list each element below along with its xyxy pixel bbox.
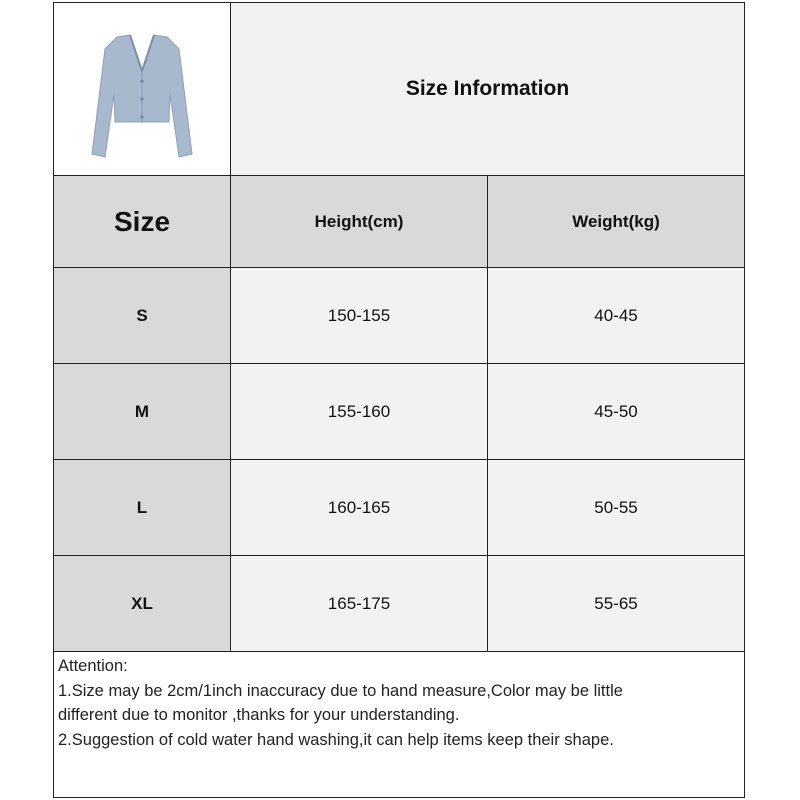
header-size: Size — [53, 175, 231, 268]
height-cell: 165-175 — [230, 555, 488, 652]
size-cell: M — [53, 363, 231, 460]
height-cell: 150-155 — [230, 267, 488, 364]
height-cell: 155-160 — [230, 363, 488, 460]
size-cell: L — [53, 459, 231, 556]
note-line: different due to monitor ,thanks for your understanding. — [58, 706, 460, 724]
note-line: 1.Size may be 2cm/1inch inaccuracy due to hand measure,Color may be little — [58, 681, 623, 700]
weight-cell: 50-55 — [487, 459, 745, 556]
cardigan-image — [67, 19, 217, 159]
size-cell: S — [53, 267, 231, 364]
header-weight: Weight(kg) — [487, 175, 745, 268]
size-cell: XL — [53, 555, 231, 652]
weight-cell: 45-50 — [487, 363, 745, 460]
weight-cell: 55-65 — [487, 555, 745, 652]
notes-heading: Attention: — [58, 657, 128, 675]
header-height: Height(cm) — [230, 175, 488, 268]
note-line: 2.Suggestion of cold water hand washing,it can help items keep their shape. — [58, 730, 614, 749]
page-title: Size Information — [230, 2, 745, 176]
attention-notes — [53, 651, 745, 798]
product-image-cell — [53, 2, 231, 176]
weight-cell: 40-45 — [487, 267, 745, 364]
height-cell: 160-165 — [230, 459, 488, 556]
